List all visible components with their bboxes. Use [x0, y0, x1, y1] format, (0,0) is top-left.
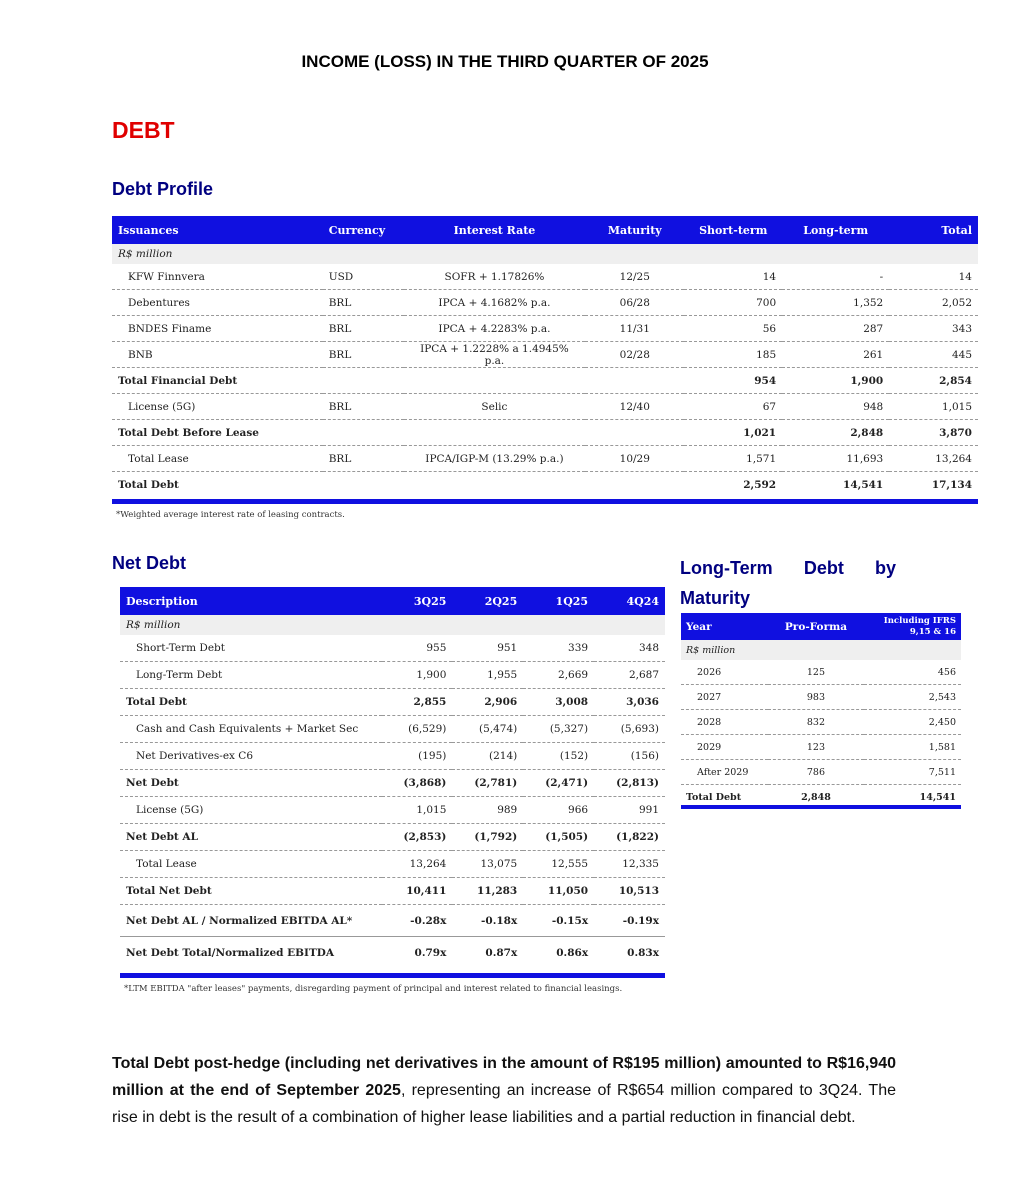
- table-cell: Total Debt: [120, 689, 382, 716]
- table-cell: BNB: [112, 342, 323, 368]
- debt-profile-header-row: [112, 216, 978, 244]
- table-cell: Debentures: [112, 290, 323, 316]
- table-cell: 445: [889, 342, 978, 368]
- table-cell: (1,505): [523, 824, 594, 851]
- table-cell: [585, 420, 684, 446]
- table-cell: 2,848: [782, 420, 889, 446]
- table-cell: Net Debt AL: [120, 824, 382, 851]
- table-cell: -0.18x: [452, 905, 523, 937]
- table-cell: 2,854: [889, 368, 978, 394]
- table-cell: -0.28x: [382, 905, 453, 937]
- table-cell: (5,474): [452, 716, 523, 743]
- col-currency: Currency: [323, 216, 404, 244]
- table-cell: 13,264: [382, 851, 453, 878]
- table-cell: After 2029: [681, 760, 768, 785]
- maturity-heading: Long-Term Debt by Maturity: [680, 558, 896, 608]
- table-cell: 10,513: [594, 878, 665, 905]
- table-cell: 14: [889, 264, 978, 290]
- unit-label: R$ million: [120, 615, 665, 635]
- table-cell: 2,855: [382, 689, 453, 716]
- table-cell: (156): [594, 743, 665, 770]
- table-cell: 7,511: [864, 760, 961, 785]
- footnote: *Weighted average interest rate of leasing contracts.: [116, 510, 345, 520]
- table-row: [112, 420, 978, 446]
- table-cell: 348: [594, 635, 665, 662]
- table-cell: 56: [684, 316, 782, 342]
- table-cell: 0.83x: [627, 946, 659, 959]
- table-cell: 11/31: [585, 316, 684, 342]
- table-cell: 2,592: [743, 478, 777, 491]
- unit-label: R$ million: [681, 640, 961, 660]
- table-cell: Total Debt Before Lease: [112, 420, 323, 446]
- col-pro-forma: Pro-Forma: [768, 613, 864, 640]
- table-cell: 2026: [681, 660, 768, 685]
- table-cell: 700: [684, 290, 782, 316]
- table-cell: 2,052: [889, 290, 978, 316]
- table-cell: 14: [684, 264, 782, 290]
- table-cell: Net Debt Total/Normalized EBITDA: [126, 946, 335, 959]
- section-title: DEBT: [112, 117, 175, 143]
- table-cell: 3,036: [594, 689, 665, 716]
- table-cell: License (5G): [112, 394, 323, 420]
- table-cell: 2028: [681, 710, 768, 735]
- table-cell: BRL: [323, 446, 404, 472]
- footnote: *LTM EBITDA "after leases" payments, disregarding payment of principal and interest related to financial leasings.: [124, 984, 623, 994]
- table-cell: 14,541: [843, 478, 884, 491]
- table-cell: Total Debt: [686, 791, 742, 803]
- table-cell: (2,813): [594, 770, 665, 797]
- unit-label: R$ million: [112, 244, 978, 264]
- table-cell: 786: [768, 760, 864, 785]
- table-cell: 1,900: [782, 368, 889, 394]
- table-cell: 1,021: [684, 420, 782, 446]
- col-description: Description: [120, 587, 382, 615]
- table-row: [112, 342, 978, 368]
- table-cell: 948: [782, 394, 889, 420]
- table-cell: (2,471): [523, 770, 594, 797]
- table-cell: 02/28: [585, 342, 684, 368]
- col-year: Year: [681, 613, 768, 640]
- table-row: [120, 689, 665, 716]
- table-cell: KFW Finnvera: [112, 264, 323, 290]
- table-cell: 2,687: [594, 662, 665, 689]
- table-cell: License (5G): [120, 797, 382, 824]
- col-total: Total: [889, 216, 978, 244]
- table-cell: IPCA/IGP-M (13.29% p.a.): [404, 446, 586, 472]
- table-cell: Selic: [404, 394, 586, 420]
- table-row: [112, 316, 978, 342]
- table-cell: (1,822): [594, 824, 665, 851]
- table-row: [120, 635, 665, 662]
- table-cell: 343: [889, 316, 978, 342]
- col-4q24: 4Q24: [594, 587, 665, 615]
- table-cell: BRL: [323, 394, 404, 420]
- table-cell: 10/29: [585, 446, 684, 472]
- summary-paragraph: [112, 1050, 896, 1131]
- table-row: [120, 716, 665, 743]
- table-cell: 955: [382, 635, 453, 662]
- table-cell: 1,015: [382, 797, 453, 824]
- table-row: [112, 368, 978, 394]
- table-cell: BRL: [323, 342, 404, 368]
- col-interest-rate: Interest Rate: [404, 216, 586, 244]
- table-row: [120, 797, 665, 824]
- table-cell: 991: [594, 797, 665, 824]
- debt-profile-heading: Debt Profile: [112, 179, 214, 199]
- table-cell: 2027: [681, 685, 768, 710]
- table-cell: 11,050: [523, 878, 594, 905]
- table-cell: Net Debt: [120, 770, 382, 797]
- table-cell: 456: [864, 660, 961, 685]
- table-cell: IPCA + 4.1682% p.a.: [404, 290, 586, 316]
- table-cell: (5,327): [523, 716, 594, 743]
- col-short-term: Short-term: [684, 216, 782, 244]
- table-cell: 832: [768, 710, 864, 735]
- table-row: [120, 878, 665, 905]
- table-cell: (2,781): [452, 770, 523, 797]
- table-cell: 2,450: [864, 710, 961, 735]
- table-cell: 125: [768, 660, 864, 685]
- table-cell: 1,581: [864, 735, 961, 760]
- table-cell: BNDES Finame: [112, 316, 323, 342]
- unit-row: [112, 244, 978, 264]
- net-debt-heading: Net Debt: [112, 553, 187, 573]
- unit-row: [681, 640, 961, 660]
- table-cell: Total Lease: [120, 851, 382, 878]
- table-cell: 0.86x: [556, 946, 589, 959]
- table-row: [120, 937, 665, 969]
- table-cell: Total Debt: [118, 478, 179, 491]
- table-cell: 3,870: [889, 420, 978, 446]
- table-cell: [585, 368, 684, 394]
- table-cell: -0.19x: [594, 905, 665, 937]
- table-cell: Total Lease: [112, 446, 323, 472]
- col-long-term: Long-term: [782, 216, 889, 244]
- col-2q25: 2Q25: [452, 587, 523, 615]
- table-cell: 13,264: [889, 446, 978, 472]
- table-row: [681, 685, 961, 710]
- table-cell: [323, 368, 404, 394]
- maturity-table: [681, 613, 961, 809]
- table-row: [681, 710, 961, 735]
- table-row: [112, 290, 978, 316]
- table-cell: 10,411: [382, 878, 453, 905]
- table-cell: 1,955: [452, 662, 523, 689]
- table-cell: 339: [523, 635, 594, 662]
- table-bottom-bar: [120, 973, 665, 978]
- table-cell: 67: [684, 394, 782, 420]
- table-cell: 12,555: [523, 851, 594, 878]
- table-cell: 11,283: [452, 878, 523, 905]
- table-row: [681, 760, 961, 785]
- table-cell: (6,529): [382, 716, 453, 743]
- table-cell: 123: [768, 735, 864, 760]
- table-cell: 1,571: [684, 446, 782, 472]
- table-row: [112, 446, 978, 472]
- summary-bold: Total Debt post-hedge (including net derivatives in the amount of R$195 million) amounted to R$16,940 million at the end of September 2025: [112, 1055, 896, 1099]
- table-row: [112, 472, 978, 498]
- table-cell: Short-Term Debt: [120, 635, 382, 662]
- col-including-ifrs: Including IFRS 9,15 & 16: [864, 613, 961, 640]
- net-debt-table: [120, 587, 665, 968]
- table-cell: BRL: [323, 290, 404, 316]
- table-cell: 2,906: [452, 689, 523, 716]
- table-cell: (195): [382, 743, 453, 770]
- table-cell: 2,848: [801, 791, 831, 803]
- table-cell: IPCA + 4.2283% p.a.: [404, 316, 586, 342]
- table-cell: 11,693: [782, 446, 889, 472]
- table-row: [681, 660, 961, 685]
- table-cell: IPCA + 1.2228% a 1.4945% p.a.: [404, 342, 586, 368]
- table-cell: Net Debt AL / Normalized EBITDA AL*: [120, 905, 382, 937]
- table-cell: SOFR + 1.17826%: [404, 264, 586, 290]
- table-cell: 261: [782, 342, 889, 368]
- table-row: [120, 743, 665, 770]
- table-cell: 14,541: [919, 791, 956, 803]
- table-cell: [404, 420, 586, 446]
- maturity-header-row: [681, 613, 961, 640]
- table-bottom-bar: [112, 499, 978, 504]
- table-cell: (5,693): [594, 716, 665, 743]
- table-row: [120, 770, 665, 797]
- unit-row: [120, 615, 665, 635]
- table-cell: [323, 472, 404, 498]
- table-cell: 966: [523, 797, 594, 824]
- table-cell: (3,868): [382, 770, 453, 797]
- table-cell: 287: [782, 316, 889, 342]
- table-cell: -: [782, 264, 889, 290]
- table-cell: Total Financial Debt: [112, 368, 323, 394]
- table-cell: 2,669: [523, 662, 594, 689]
- table-cell: 13,075: [452, 851, 523, 878]
- table-row: [120, 824, 665, 851]
- col-3q25: 3Q25: [382, 587, 453, 615]
- debt-profile-table: [112, 216, 978, 497]
- table-row: [112, 264, 978, 290]
- table-cell: 12/40: [585, 394, 684, 420]
- table-row: [681, 735, 961, 760]
- table-cell: Cash and Cash Equivalents + Market Sec: [120, 716, 382, 743]
- table-cell: 951: [452, 635, 523, 662]
- table-cell: 1,900: [382, 662, 453, 689]
- table-cell: (2,853): [382, 824, 453, 851]
- table-cell: 954: [684, 368, 782, 394]
- col-maturity: Maturity: [585, 216, 684, 244]
- col-issuances: Issuances: [112, 216, 323, 244]
- table-cell: -0.15x: [523, 905, 594, 937]
- table-cell: 06/28: [585, 290, 684, 316]
- table-cell: (152): [523, 743, 594, 770]
- table-cell: 0.79x: [414, 946, 447, 959]
- summary-rest: , representing an increase of R$654 million compared to 3Q24. The rise in debt is the result of a combination of higher lease liabilities and a partial reduction in financial debt.: [112, 1082, 896, 1126]
- table-cell: 17,134: [931, 478, 972, 491]
- table-cell: Long-Term Debt: [120, 662, 382, 689]
- table-cell: 2029: [681, 735, 768, 760]
- page-title: INCOME (LOSS) IN THE THIRD QUARTER OF 2025: [301, 52, 709, 71]
- net-debt-header-row: [120, 587, 665, 615]
- table-cell: 989: [452, 797, 523, 824]
- table-cell: [323, 420, 404, 446]
- table-cell: 0.87x: [485, 946, 518, 959]
- table-cell: 1,015: [889, 394, 978, 420]
- table-cell: [404, 368, 586, 394]
- table-row: [120, 662, 665, 689]
- table-cell: (214): [452, 743, 523, 770]
- table-row: [120, 851, 665, 878]
- table-bottom-bar: [681, 805, 961, 809]
- table-cell: 2,543: [864, 685, 961, 710]
- table-cell: 185: [684, 342, 782, 368]
- table-cell: 12/25: [585, 264, 684, 290]
- table-cell: USD: [323, 264, 404, 290]
- table-cell: 983: [768, 685, 864, 710]
- table-row: [112, 394, 978, 420]
- table-cell: 1,352: [782, 290, 889, 316]
- table-row: [120, 905, 665, 937]
- table-cell: 3,008: [523, 689, 594, 716]
- table-cell: BRL: [323, 316, 404, 342]
- table-cell: (1,792): [452, 824, 523, 851]
- table-cell: [585, 472, 684, 498]
- table-cell: Total Net Debt: [120, 878, 382, 905]
- table-cell: [404, 472, 586, 498]
- table-cell: Net Derivatives-ex C6: [120, 743, 382, 770]
- col-1q25: 1Q25: [523, 587, 594, 615]
- table-cell: 12,335: [594, 851, 665, 878]
